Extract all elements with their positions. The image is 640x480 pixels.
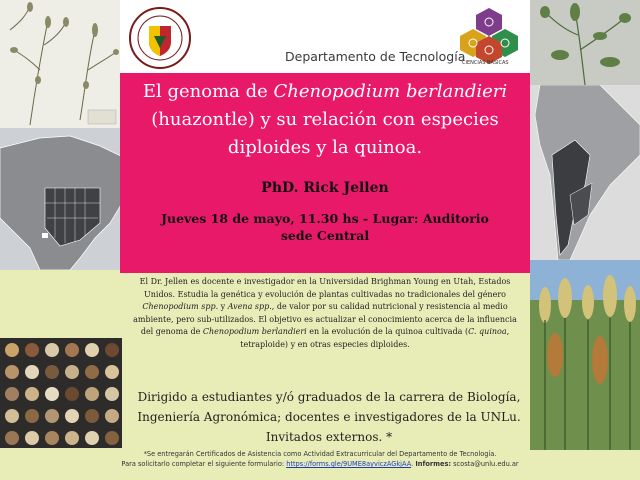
footer-form-prefix: Para solicitarlo completar el siguiente formulario: — [121, 460, 287, 468]
speaker-description — [128, 276, 522, 351]
speaker-name: PhD. Rick Jellen — [261, 180, 389, 196]
herbarium-specimen-image — [0, 0, 120, 128]
datetime-line-1: Jueves 18 de mayo, 11.30 hs - Lugar: Auditorio — [161, 211, 489, 226]
event-title — [124, 78, 526, 162]
event-datetime — [140, 210, 510, 244]
title-line-2: (huazontle) y su relación con especies — [151, 109, 499, 130]
quinoa-field-image — [530, 260, 640, 450]
title-species-name: Chenopodium berlandieri — [273, 81, 508, 102]
footer-line-1: *Se entregarán Certificados de Asistencia como Actividad Extracurricular del Departamento de Tecnología. — [143, 450, 497, 458]
contact-email[interactable]: scosta@unlu.edu.ar — [451, 460, 519, 468]
footer-separator: . — [411, 460, 416, 468]
datetime-line-2: sede Central — [280, 228, 370, 243]
chenopodium-plant-image — [530, 0, 640, 85]
desc-italic-2: Avena spp. — [227, 302, 272, 311]
desc-text-3: , de valor por su calidad nutricional y resistencia al medio ambiente, pero sub-utilizados. El objetivo es actualizar el conocimiento acerca de la influencia del genoma de — [133, 302, 517, 336]
form-link[interactable]: https://forms.gle/9UME8ayviczAGkjAA — [286, 460, 412, 468]
audience-statement — [125, 387, 533, 447]
department-name: Departamento de Tecnología — [285, 49, 466, 64]
title-line-1 — [124, 78, 526, 106]
desc-text-1: El Dr. Jellen es docente e investigador en la Universidad Brighman Young en Utah, Estados Unidos. Estudia la genética y evolución de plantas cultivadas no tradicionales del género — [139, 277, 511, 299]
seed-collection-image — [0, 338, 122, 448]
desc-italic-1: Chenopodium spp. — [142, 302, 219, 311]
title-line-3: diploides y la quinoa. — [227, 137, 423, 158]
university-seal-logo — [127, 6, 193, 70]
informes-label: Informes: — [415, 460, 452, 468]
desc-italic-3: Chenopodium berlandieri — [202, 327, 307, 336]
title-line-1-prefix: El genoma de — [142, 81, 274, 102]
footer-line-2 — [10, 459, 630, 469]
ciencias-basicas-label: CIENCIAS BÁSICAS — [462, 60, 509, 66]
footer-note — [10, 449, 630, 469]
audience-line-3: Invitados externos. * — [265, 430, 393, 444]
south-america-map-image — [530, 85, 640, 260]
north-america-map-image — [0, 128, 125, 270]
audience-line-1: Dirigido a estudiantes y/ó graduados de la carrera de Biología, — [137, 390, 521, 404]
desc-text-5: , tetraploide) y en otras especies diploides. — [240, 327, 510, 349]
desc-text-2: y — [218, 302, 228, 311]
desc-italic-4: C. quinoa — [468, 327, 507, 336]
desc-text-4: en la evolución de la quinoa cultivada ( — [306, 327, 469, 336]
audience-line-2: Ingeniería Agronómica; docentes e investigadores de la UNLu. — [137, 410, 521, 424]
